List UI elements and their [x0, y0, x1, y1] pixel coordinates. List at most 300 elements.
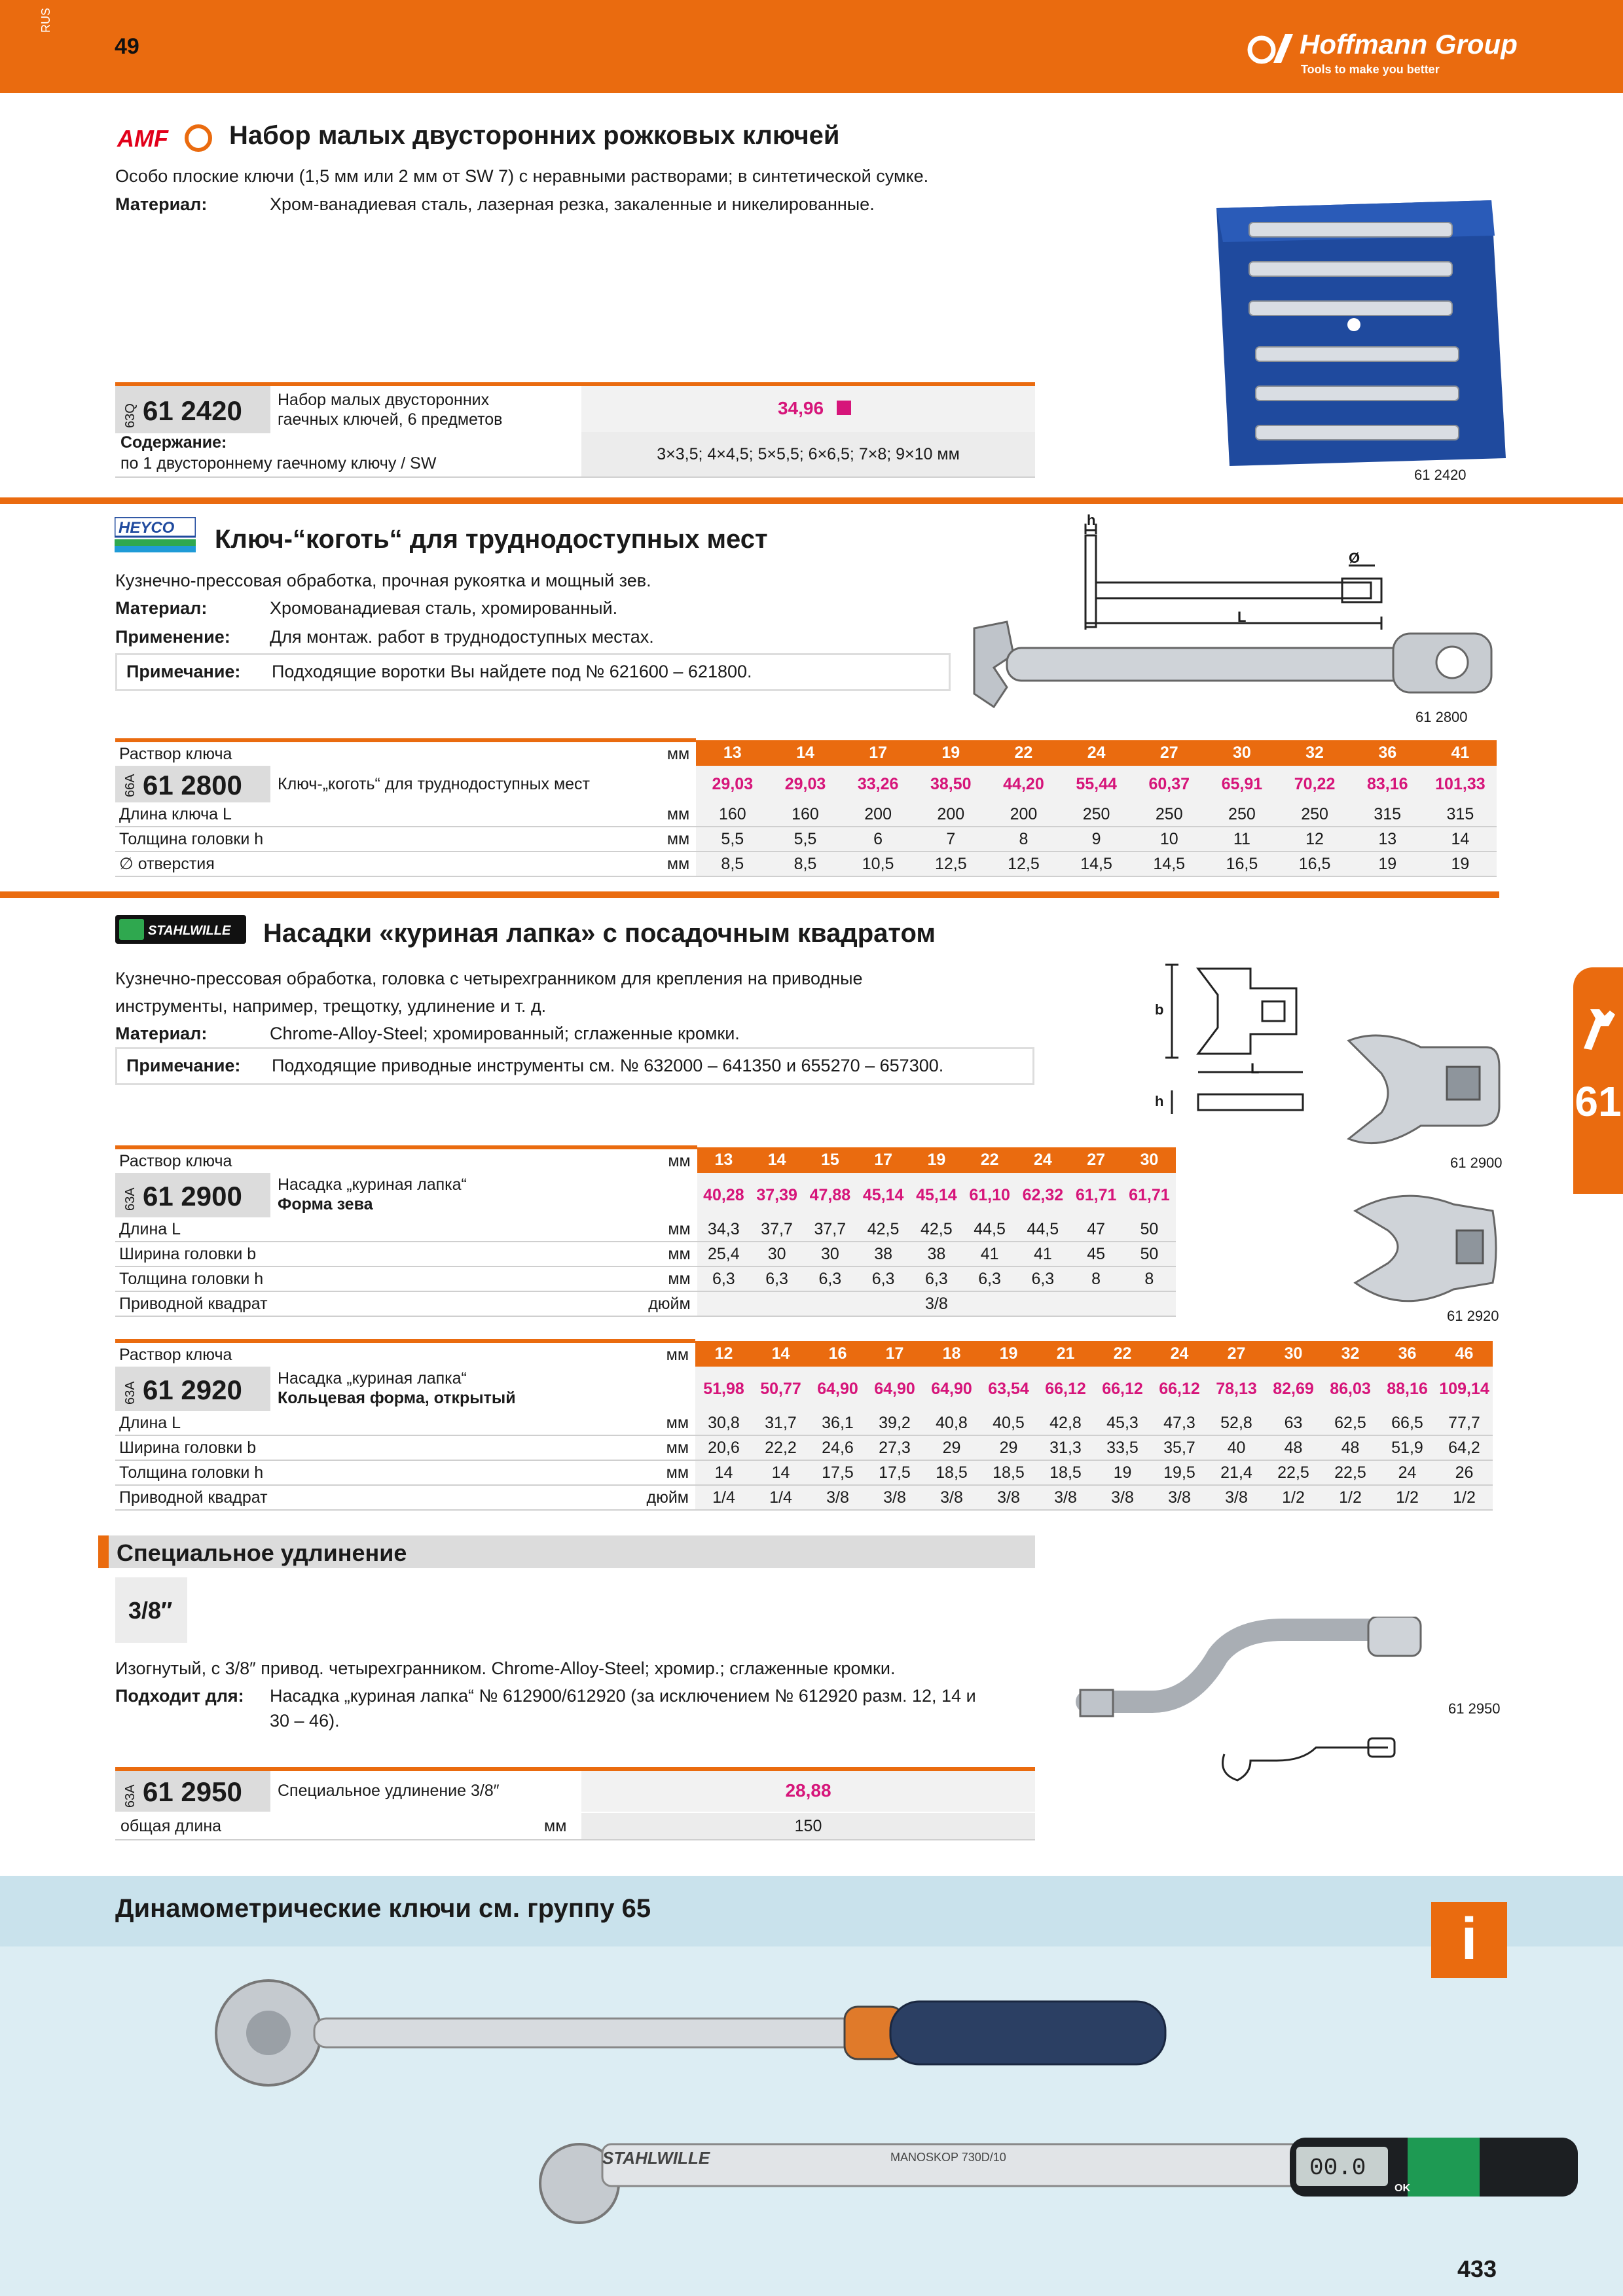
table-cell: 19	[1424, 852, 1497, 876]
table-cell: 26	[1436, 1460, 1493, 1485]
s2-figure-caption: 61 2800	[1415, 709, 1468, 725]
price-cell: 82,69	[1265, 1367, 1322, 1411]
size-cell: 30	[1265, 1341, 1322, 1367]
table-cell: 7	[915, 827, 987, 852]
table-cell: 3/8	[1037, 1485, 1094, 1510]
size-cell: 30	[1205, 740, 1278, 766]
size-cell: 30	[1123, 1147, 1176, 1173]
size-cell: 46	[1436, 1341, 1493, 1367]
chapter-number: 61	[1575, 1078, 1622, 1125]
s3-article-name-2a: Насадка „куриная лапка“	[278, 1369, 467, 1388]
size-header-row	[115, 1341, 1493, 1367]
row-label: Толщина головки h	[115, 1266, 575, 1291]
crowfoot-drawing	[1155, 956, 1336, 1132]
price-cell: 45,14	[856, 1173, 909, 1217]
table-cell: 22,5	[1265, 1460, 1322, 1485]
table-cell: 6,3	[963, 1266, 1016, 1291]
size-cell: 32	[1322, 1341, 1379, 1367]
dim-l: L	[1250, 1060, 1260, 1077]
table-cell: 3/8	[809, 1485, 866, 1510]
price-cell: 33,26	[842, 766, 915, 802]
price-cell: 65,91	[1205, 766, 1278, 802]
stahlwille-logo	[115, 915, 246, 944]
s1-article-number: 61 2420	[143, 395, 242, 426]
s4-article-number: 61 2950	[143, 1776, 242, 1807]
table-cell: 6,3	[697, 1266, 750, 1291]
price-cell: 50,77	[752, 1367, 809, 1411]
price-cell: 101,33	[1424, 766, 1497, 802]
price-cell: 60,37	[1133, 766, 1205, 802]
table-cell: 47,3	[1151, 1411, 1208, 1435]
table-cell: 16,5	[1205, 852, 1278, 876]
price-cell: 51,98	[695, 1367, 752, 1411]
lang-code: RUS	[39, 7, 52, 33]
price-cell: 61,10	[963, 1173, 1016, 1217]
table-cell: 6,3	[1016, 1266, 1069, 1291]
table-cell: 14	[695, 1460, 752, 1485]
table-cell: 33,5	[1094, 1435, 1151, 1460]
table-cell: 1/4	[695, 1485, 752, 1510]
table-cell: 9	[1060, 827, 1133, 852]
drive-size-label: 3/8″	[128, 1597, 173, 1624]
table-cell: 8,5	[769, 852, 841, 876]
row-unit: мм	[574, 852, 696, 876]
table-cell: 3/8	[980, 1485, 1037, 1510]
table-cell: 77,7	[1436, 1411, 1493, 1435]
row-label: Длина L	[115, 1411, 574, 1435]
s1-description: Особо плоские ключи (1,5 мм или 2 мм от SW 7) с неравными растворами; в синтетической сумке.	[115, 166, 929, 186]
table-cell: 19,5	[1151, 1460, 1208, 1485]
table-cell: 3/8	[1094, 1485, 1151, 1510]
spec-row	[115, 1460, 1493, 1485]
price-cell: 66,12	[1151, 1367, 1208, 1411]
table-cell: 200	[987, 802, 1060, 827]
table-cell: 63	[1265, 1411, 1322, 1435]
table-cell: 315	[1424, 802, 1497, 827]
price-cell: 37,39	[750, 1173, 803, 1217]
table-cell: 14,5	[1133, 852, 1205, 876]
dim-b: b	[1155, 1001, 1164, 1018]
table-cell: 39,2	[866, 1411, 923, 1435]
s2-article-code: 66A	[123, 774, 137, 797]
s4-title: Специальное удлинение	[117, 1539, 407, 1566]
table-cell: 30	[750, 1242, 803, 1266]
size-cell: 17	[856, 1147, 909, 1173]
table-cell: 8	[1123, 1266, 1176, 1291]
product-image-crowfoot-ring	[1342, 1185, 1506, 1316]
s1-material-value: Хром-ванадиевая сталь, лазерная резка, закаленные и никелированные.	[270, 194, 875, 214]
table-cell: 250	[1205, 802, 1278, 827]
table-cell: 1/4	[752, 1485, 809, 1510]
table-cell: 35,7	[1151, 1435, 1208, 1460]
table-cell: 47	[1069, 1217, 1122, 1242]
table-cell: 13	[1351, 827, 1424, 852]
s4-fit-value-1: Насадка „куриная лапка“ № 612900/612920 (за исключением № 612920 разм. 12, 14 и	[270, 1686, 976, 1706]
row-unit: мм	[575, 1217, 697, 1242]
product-image-torque-wrench-2	[537, 2105, 1591, 2269]
table-cell: 12	[1278, 827, 1351, 852]
table-cell: 6,3	[910, 1266, 963, 1291]
hoffmann-logo	[1247, 26, 1594, 79]
price-cell: 83,16	[1351, 766, 1424, 802]
s2-note-box	[115, 653, 951, 691]
section-title-claw-wrench: Ключ-“коготь“ для труднодоступных мест	[215, 525, 768, 554]
price-cell: 44,20	[987, 766, 1060, 802]
size-cell: 13	[696, 740, 769, 766]
row-label: ∅ отверстия	[115, 852, 574, 876]
size-label: Раствор ключа	[115, 1147, 575, 1173]
price-cell: 47,88	[803, 1173, 856, 1217]
table-cell: 41	[963, 1242, 1016, 1266]
s2-application-label: Применение:	[115, 627, 230, 647]
table-cell: 160	[769, 802, 841, 827]
table-cell: 38	[856, 1242, 909, 1266]
s4-article-name: Специальное удлинение 3/8″	[278, 1782, 500, 1800]
price-cell: 109,14	[1436, 1367, 1493, 1411]
table-cell: 1/2	[1265, 1485, 1322, 1510]
price-cell: 66,12	[1094, 1367, 1151, 1411]
torque-wrench-panel	[0, 1876, 1623, 2296]
table-cell: 31,7	[752, 1411, 809, 1435]
s3-article-name-1b: Форма зева	[278, 1195, 373, 1213]
s2-description: Кузнечно-прессовая обработка, прочная рукоятка и мощный зев.	[115, 571, 651, 590]
table-cell: 3/8	[1208, 1485, 1265, 1510]
s1-content-value: 3×3,5; 4×4,5; 5×5,5; 6×6,5; 7×8; 9×10 мм	[657, 445, 960, 463]
row-label: Ширина головки b	[115, 1435, 574, 1460]
table-cell: 24	[1379, 1460, 1436, 1485]
size-cell: 12	[695, 1341, 752, 1367]
size-cell: 36	[1351, 740, 1424, 766]
s1-article-row	[115, 382, 1035, 439]
s3-figure-caption-1: 61 2900	[1450, 1155, 1503, 1171]
table-cell: 3/8	[697, 1291, 1176, 1316]
s3-note-value: Подходящие приводные инструменты см. № 632000 – 641350 и 655270 – 657300.	[272, 1056, 944, 1075]
size-header-row	[115, 740, 1497, 766]
s1-material-label: Материал:	[115, 194, 208, 214]
s3-description-2: инструменты, например, трещотку, удлинение и т. д.	[115, 996, 547, 1016]
row-unit: мм	[574, 802, 696, 827]
table-cell: 42,8	[1037, 1411, 1094, 1435]
price-cell: 64,90	[809, 1367, 866, 1411]
table-cell: 18,5	[980, 1460, 1037, 1485]
table-cell: 22,5	[1322, 1460, 1379, 1485]
price-cell: 63,54	[980, 1367, 1037, 1411]
svg-text:STAHLWILLE: STAHLWILLE	[148, 924, 231, 938]
s4-length-value: 150	[794, 1817, 822, 1835]
size-cell: 32	[1278, 740, 1351, 766]
price-row	[115, 766, 1497, 802]
size-cell: 19	[910, 1147, 963, 1173]
s1-content-sub: по 1 двустороннему гаечному ключу / SW	[120, 454, 437, 473]
size-cell: 41	[1424, 740, 1497, 766]
chapter-tab	[1573, 967, 1623, 1194]
table-cell: 36,1	[809, 1411, 866, 1435]
price-cell: 29,03	[696, 766, 769, 802]
price-cell: 61,71	[1123, 1173, 1176, 1217]
table-cell: 22,2	[752, 1435, 809, 1460]
table-cell: 50	[1123, 1242, 1176, 1266]
table-cell: 24,6	[809, 1435, 866, 1460]
price-cell: 86,03	[1322, 1367, 1379, 1411]
s2-material-value: Хромованадиевая сталь, хромированный.	[270, 598, 618, 618]
row-unit: мм	[575, 1266, 697, 1291]
catalog-number: 49	[115, 34, 139, 59]
s1-price: 34,96	[778, 398, 824, 418]
table-cell: 5,5	[769, 827, 841, 852]
spec-row	[115, 1291, 1176, 1316]
table-cell: 6	[842, 827, 915, 852]
table-cell: 8	[987, 827, 1060, 852]
row-unit: мм	[574, 1460, 695, 1485]
table-cell: 34,3	[697, 1217, 750, 1242]
table-cell: 18,5	[923, 1460, 980, 1485]
s3-article-name-1a: Насадка „куриная лапка“	[278, 1175, 467, 1194]
size-cell: 13	[697, 1147, 750, 1173]
table-cell: 3/8	[1151, 1485, 1208, 1510]
s1-figure-caption: 61 2420	[1414, 467, 1467, 483]
row-label: Толщина головки h	[115, 1460, 574, 1485]
size-cell: 36	[1379, 1341, 1436, 1367]
table-cell: 41	[1016, 1242, 1069, 1266]
size-cell: 14	[752, 1341, 809, 1367]
size-cell: 19	[915, 740, 987, 766]
s4-length-row	[115, 1813, 1035, 1840]
s3-article-name-2b: Кольцевая форма, открытый	[278, 1389, 516, 1407]
size-cell: 18	[923, 1341, 980, 1367]
size-cell: 17	[866, 1341, 923, 1367]
table-cell: 31,3	[1037, 1435, 1094, 1460]
table-cell: 27,3	[866, 1435, 923, 1460]
size-cell: 15	[803, 1147, 856, 1173]
size-cell: 14	[769, 740, 841, 766]
s4-price: 28,88	[785, 1780, 831, 1801]
size-cell: 24	[1060, 740, 1133, 766]
table-cell: 40	[1208, 1435, 1265, 1460]
table-cell: 62,5	[1322, 1411, 1379, 1435]
s1-content-label: Содержание:	[120, 433, 227, 452]
table-cell: 64,2	[1436, 1435, 1493, 1460]
heyco-logo	[115, 517, 196, 554]
table-cell: 51,9	[1379, 1435, 1436, 1460]
spec-row	[115, 1217, 1176, 1242]
s2-spec-table	[115, 738, 1497, 877]
table-cell: 14	[1424, 827, 1497, 852]
size-unit: мм	[574, 1341, 695, 1367]
spec-row	[115, 852, 1497, 876]
section-title-crowfoot: Насадки «куриная лапка» с посадочным квадратом	[263, 919, 936, 948]
table-cell: 200	[915, 802, 987, 827]
s3-article-code-1: 63A	[123, 1187, 137, 1211]
table-cell: 48	[1322, 1435, 1379, 1460]
brand-tagline: Tools to make you better	[1301, 63, 1440, 76]
table-cell: 1/2	[1379, 1485, 1436, 1510]
price-cell: 29,03	[769, 766, 841, 802]
table-cell: 52,8	[1208, 1411, 1265, 1435]
drive-size-badge	[115, 1577, 187, 1643]
table-cell: 18,5	[1037, 1460, 1094, 1485]
price-cell: 64,90	[866, 1367, 923, 1411]
table-cell: 6,3	[750, 1266, 803, 1291]
spec-row	[115, 1435, 1493, 1460]
s3-material-label: Материал:	[115, 1024, 208, 1043]
table-cell: 250	[1060, 802, 1133, 827]
table-cell: 10	[1133, 827, 1205, 852]
table-cell: 10,5	[842, 852, 915, 876]
product-image-crowfoot-open	[1342, 1028, 1506, 1158]
row-unit: мм	[574, 1411, 695, 1435]
table-cell: 37,7	[803, 1217, 856, 1242]
table-cell: 17,5	[809, 1460, 866, 1485]
s4-fit-value-2: 30 – 46).	[270, 1711, 340, 1731]
price-cell: 78,13	[1208, 1367, 1265, 1411]
size-cell: 27	[1133, 740, 1205, 766]
table-cell: 200	[842, 802, 915, 827]
wrench-screwdriver-icon	[1577, 1007, 1619, 1052]
price-cell: 62,32	[1016, 1173, 1069, 1217]
dim-h: h	[1155, 1093, 1164, 1109]
product-image-torque-wrench-1	[196, 1961, 1178, 2105]
spec-row	[115, 1411, 1493, 1435]
spec-row	[115, 1485, 1493, 1510]
s1-content-row	[115, 432, 1035, 478]
table-cell: 19	[1351, 852, 1424, 876]
s1-article-code: 63Q	[123, 403, 137, 428]
hoffmann-logo-icon	[1247, 30, 1296, 67]
table-cell: 1/2	[1322, 1485, 1379, 1510]
table-cell: 20,6	[695, 1435, 752, 1460]
price-cell: 45,14	[910, 1173, 963, 1217]
s4-description: Изогнутый, с 3/8″ привод. четырехгранником. Chrome-Alloy-Steel; хромир.; сглаженные кромки.	[115, 1659, 896, 1678]
s2-article-number: 61 2800	[143, 770, 242, 800]
table-cell: 17,5	[866, 1460, 923, 1485]
s1-content-value-cell	[581, 432, 1035, 476]
table-cell: 42,5	[856, 1217, 909, 1242]
size-cell: 19	[980, 1341, 1037, 1367]
s1-price-cell	[581, 386, 1035, 433]
table-cell: 1/2	[1436, 1485, 1493, 1510]
page-number: 433	[1457, 2255, 1497, 2282]
price-cell: 66,12	[1037, 1367, 1094, 1411]
header-bar	[0, 0, 1623, 93]
price-cell: 70,22	[1278, 766, 1351, 802]
s3-article-number-2: 61 2920	[143, 1374, 242, 1405]
row-label: Приводной квадрат	[115, 1291, 575, 1316]
table-cell: 250	[1133, 802, 1205, 827]
price-cell: 38,50	[915, 766, 987, 802]
spec-row	[115, 1266, 1176, 1291]
spec-row	[115, 827, 1497, 852]
table-cell: 29	[980, 1435, 1037, 1460]
section-title-amf-set: Набор малых двусторонних рожковых ключей	[229, 121, 840, 150]
table-cell: 30,8	[695, 1411, 752, 1435]
s3-note-box	[115, 1047, 1034, 1085]
extension-usage-sketch	[1211, 1734, 1408, 1793]
table-cell: 8	[1069, 1266, 1122, 1291]
table-cell: 45,3	[1094, 1411, 1151, 1435]
amf-logo	[115, 119, 213, 157]
price-cell: 55,44	[1060, 766, 1133, 802]
s3-article-number-1: 61 2900	[143, 1181, 242, 1211]
table-cell: 160	[696, 802, 769, 827]
price-row	[115, 1367, 1493, 1411]
price-cell: 64,90	[923, 1367, 980, 1411]
s4-article-code: 63A	[123, 1784, 137, 1808]
size-cell: 21	[1037, 1341, 1094, 1367]
size-cell: 16	[809, 1341, 866, 1367]
table-cell: 38	[910, 1242, 963, 1266]
s3-note-label: Примечание:	[126, 1056, 241, 1075]
s3-description-1: Кузнечно-прессовая обработка, головка с четырехгранником для крепления на приводные	[115, 969, 863, 988]
table-cell: 19	[1094, 1460, 1151, 1485]
s4-figure-caption: 61 2950	[1448, 1700, 1501, 1717]
price-row	[115, 1173, 1176, 1217]
table-cell: 25,4	[697, 1242, 750, 1266]
row-unit: дюйм	[575, 1291, 697, 1316]
size-label: Раствор ключа	[115, 740, 574, 766]
dim-diameter: Ø	[1349, 550, 1360, 566]
table-cell: 40,8	[923, 1411, 980, 1435]
table-cell: 6,3	[856, 1266, 909, 1291]
brand-name: Hoffmann Group	[1300, 29, 1518, 60]
dim-l: L	[1237, 609, 1247, 625]
table-cell: 5,5	[696, 827, 769, 852]
table-cell: 42,5	[910, 1217, 963, 1242]
table-cell: 11	[1205, 827, 1278, 852]
price-cell: 61,71	[1069, 1173, 1122, 1217]
s3-figure-caption-2: 61 2920	[1447, 1308, 1499, 1324]
table-cell: 14,5	[1060, 852, 1133, 876]
table-cell: 315	[1351, 802, 1424, 827]
size-cell: 22	[987, 740, 1060, 766]
s4-length-label: общая длина	[120, 1817, 222, 1835]
s4-article-row	[115, 1767, 1035, 1816]
product-image-spanner-wallet	[1203, 196, 1511, 471]
table-cell: 12,5	[915, 852, 987, 876]
row-label: Толщина головки h	[115, 827, 574, 852]
table-cell: 16,5	[1278, 852, 1351, 876]
table-cell: 30	[803, 1242, 856, 1266]
row-unit: мм	[574, 1435, 695, 1460]
row-label: Длина L	[115, 1217, 575, 1242]
s3-spec-table-612900	[115, 1145, 1176, 1317]
table-cell: 44,5	[1016, 1217, 1069, 1242]
s4-fit-label: Подходит для:	[115, 1686, 244, 1706]
table-cell: 66,5	[1379, 1411, 1436, 1435]
table-cell: 14	[752, 1460, 809, 1485]
size-cell: 27	[1208, 1341, 1265, 1367]
size-cell: 24	[1151, 1341, 1208, 1367]
s3-article-code-2: 63A	[123, 1381, 137, 1405]
row-unit: мм	[575, 1242, 697, 1266]
svg-text:HEYCO: HEYCO	[119, 519, 175, 537]
wrench-brand-print: STAHLWILLE	[602, 2148, 710, 2168]
size-cell: 17	[842, 740, 915, 766]
size-unit: мм	[575, 1147, 697, 1173]
table-cell: 3/8	[866, 1485, 923, 1510]
row-unit: дюйм	[574, 1485, 695, 1510]
table-cell: 40,5	[980, 1411, 1037, 1435]
s2-application-value: Для монтаж. работ в труднодоступных местах.	[270, 627, 654, 647]
size-header-row	[115, 1147, 1176, 1173]
table-cell: 8,5	[696, 852, 769, 876]
wrench-display: 00.0	[1309, 2155, 1366, 2181]
table-cell: 45	[1069, 1242, 1122, 1266]
info-badge[interactable]	[1431, 1902, 1507, 1978]
row-label: Ширина головки b	[115, 1242, 575, 1266]
table-cell: 29	[923, 1435, 980, 1460]
price-marker	[837, 401, 851, 415]
price-cell: 88,16	[1379, 1367, 1436, 1411]
